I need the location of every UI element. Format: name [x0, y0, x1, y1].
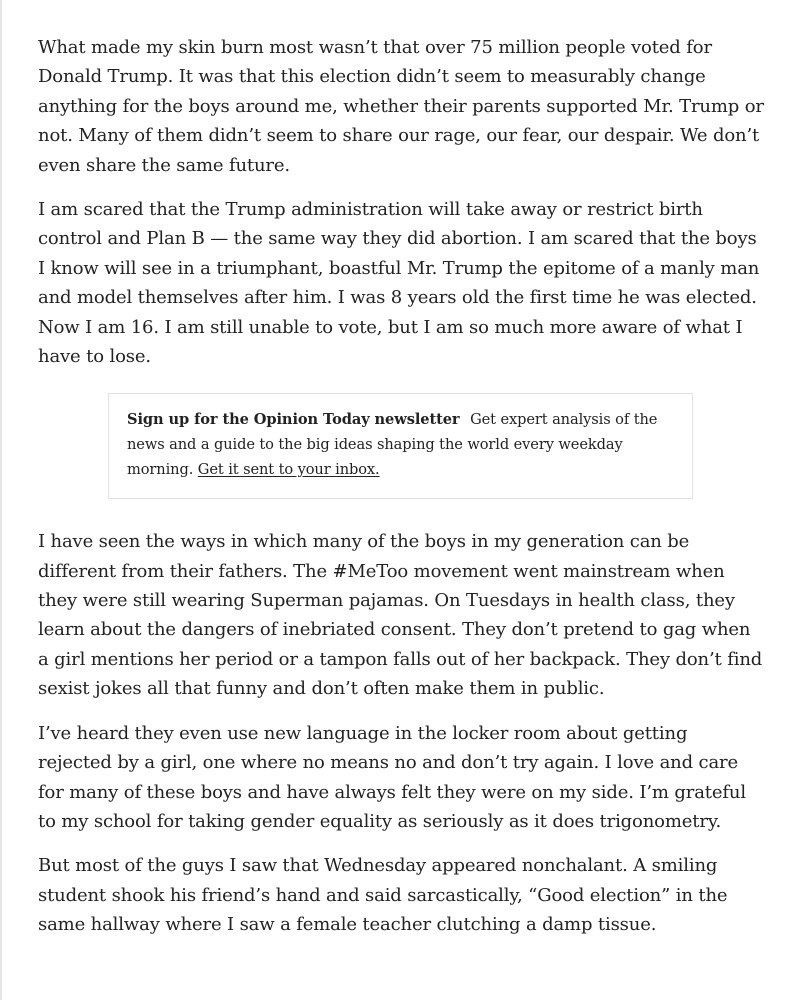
newsletter-description: Get expert analysis of the news and a guide to the big ideas shaping the world every weekday morning. [127, 411, 658, 478]
left-border [0, 0, 2, 1000]
article-body [38, 33, 764, 955]
newsletter-signup-link[interactable]: Get it sent to your inbox. [197, 460, 380, 478]
newsletter-signup-box [108, 393, 693, 499]
paragraph-1: What made my skin burn most wasn’t that over 75 million people voted for Donald Trump. It was that this election didn’t seem to measurably change anything for the boys around me, whether their parents supported Mr. Trump or not. Many of them didn’t seem to share our rage, our fear, our despair. We don’t even share the same future. [38, 37, 764, 176]
paragraph-5: But most of the guys I saw that Wednesday appeared nonchalant. A smiling student shook his friend’s hand and said sarcastically, “Good election” in the same hallway where I saw a female teacher clutching a damp tissue. [38, 855, 728, 936]
paragraph-3: I have seen the ways in which many of the boys in my generation can be different from their fathers. The #MeToo movement went mainstream when they were still wearing Superman pajamas. On Tuesdays in health class, they learn about the dangers of inebriated consent. They don’t pretend to gag when a girl mentions her period or a tampon falls out of her backpack. They don’t find sexist jokes all that funny and don’t often make them in public. [38, 531, 763, 700]
newsletter-title: Sign up for the Opinion Today newsletter [127, 411, 460, 429]
paragraph-2: I am scared that the Trump administration will take away or restrict birth control and Plan B — the same way they did abortion. I am scared that the boys I know will see in a triumphant, boastful Mr. Trump the epitome of a manly man and model themselves after him. I was 8 years old the first time he was elected. Now I am 16. I am still unable to vote, but I am so much more aware of what I have to lose. [38, 199, 760, 368]
paragraph-4: I’ve heard they even use new language in the locker room about getting rejected by a girl, one where no means no and don’t try again. I love and care for many of these boys and have always felt they were on my side. I’m grateful to my school for taking gender equality as seriously as it does trigonometry. [38, 722, 746, 832]
